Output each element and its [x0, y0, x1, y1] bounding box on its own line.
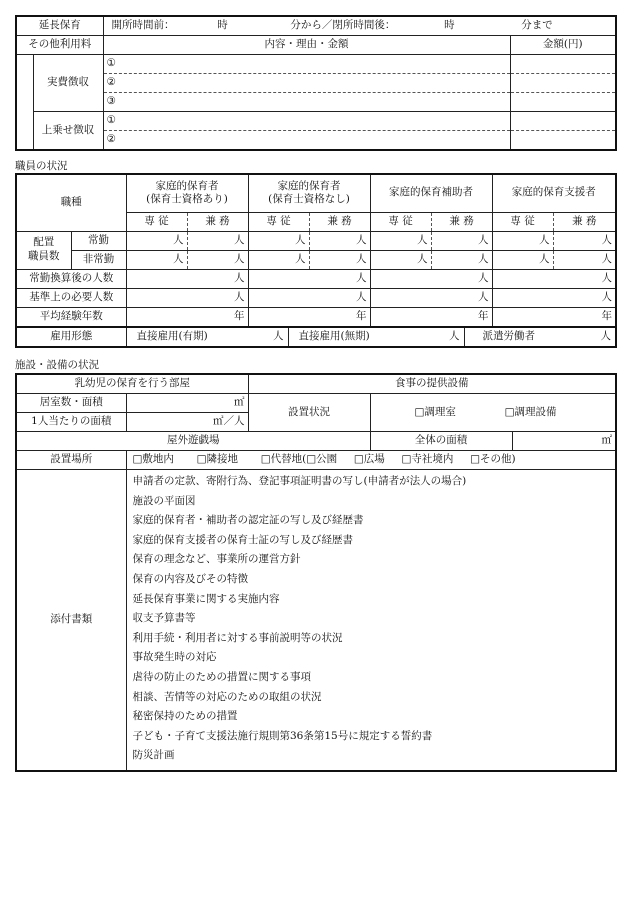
avg-years-cell[interactable]: 年 — [492, 307, 616, 327]
outdoor-label: 屋外遊戯場 — [16, 432, 370, 451]
parttime-2: 兼 務 — [309, 212, 370, 231]
regular-cell[interactable]: 人 — [248, 231, 309, 250]
fees-table — [15, 15, 617, 151]
staff-count-label: 配置 職員数 — [16, 231, 71, 269]
attachment-item: 保育の理念など、事業所の運営方針 — [132, 553, 301, 566]
extra-fee-label: 上乗せ徴収 — [33, 112, 103, 151]
shrine-checkbox[interactable]: □寺社境内 — [401, 453, 454, 466]
attachment-item: 防災計画 — [132, 749, 175, 762]
meal-header: 食事の提供設備 — [248, 374, 616, 394]
attachment-item: 施設の平面図 — [132, 494, 196, 507]
after-close-label: 分から／閉所時間後： — [290, 19, 396, 32]
location-options — [126, 451, 616, 470]
employment-cells — [126, 327, 616, 347]
install-status-label: 設置状況 — [248, 394, 370, 432]
per-person-cell[interactable]: ㎡／人 — [126, 413, 248, 432]
fulltime-4: 専 従 — [492, 212, 553, 231]
actual-cost-label: 実費徴収 — [33, 55, 103, 112]
attachment-item: 子ども・子育て支援法施行規則第36条第15号に規定する誓約書 — [132, 729, 433, 742]
regular-cell[interactable]: 人 — [431, 231, 492, 250]
regular-cell[interactable]: 人 — [187, 231, 248, 250]
converted-cell[interactable]: 人 — [126, 269, 248, 288]
room-count-label: 居室数・面積 — [16, 394, 126, 413]
extended-care-hours[interactable] — [103, 16, 616, 36]
nonregular-cell[interactable]: 人 — [187, 250, 248, 269]
job-type-label: 職種 — [16, 174, 126, 231]
extra-amount-1[interactable] — [510, 112, 616, 131]
regular-cell[interactable]: 人 — [126, 231, 187, 250]
fulltime-1: 専 従 — [126, 212, 187, 231]
total-area-cell[interactable]: ㎡ — [512, 432, 616, 451]
attachment-item: 相談、苦情等の対応のための取組の状況 — [132, 690, 322, 703]
on-site-checkbox[interactable]: □敷地内 — [132, 453, 174, 466]
required-cell[interactable]: 人 — [370, 288, 492, 307]
actual-row-2[interactable]: ② — [103, 74, 510, 93]
content-header: 内容・理由・金額 — [103, 36, 510, 55]
direct-fixed-cell[interactable]: 直接雇用(有期) 人 — [127, 328, 289, 346]
fulltime-2: 専 従 — [248, 212, 309, 231]
nonregular-cell[interactable]: 人 — [553, 250, 616, 269]
fulltime-3: 専 従 — [370, 212, 431, 231]
attachment-item: 利用手続・利用者に対する事前説明等の状況 — [132, 631, 343, 644]
actual-amount-2[interactable] — [510, 74, 616, 93]
parttime-3: 兼 務 — [431, 212, 492, 231]
extra-amount-2[interactable] — [510, 131, 616, 151]
direct-indefinite-label: 直接雇用(無期) — [298, 329, 370, 342]
attachment-item: 申請者の定款、寄附行為、登記事項証明書の写し(申請者が法人の場合) — [132, 475, 467, 487]
converted-cell[interactable]: 人 — [248, 269, 370, 288]
avg-years-cell[interactable]: 年 — [126, 307, 248, 327]
cooking-equipment-checkbox[interactable]: □調理設備 — [504, 405, 557, 418]
minute-label: 分まで — [521, 19, 553, 32]
avg-years-cell[interactable]: 年 — [248, 307, 370, 327]
extended-care-label: 延長保育 — [16, 16, 103, 36]
alternative-park-checkbox[interactable]: □代替地(□公園 — [260, 453, 338, 466]
attachment-item: 事故発生時の対応 — [132, 651, 217, 664]
col-supporter: 家庭的保育支援者 — [492, 174, 616, 212]
attachment-item: 家庭的保育支援者の保育士証の写し及び経歴書 — [132, 533, 353, 546]
nonregular-cell[interactable]: 人 — [126, 250, 187, 269]
regular-cell[interactable]: 人 — [309, 231, 370, 250]
install-status-options — [370, 394, 616, 432]
extra-row-2[interactable]: ② — [103, 131, 510, 151]
parttime-1: 兼 務 — [187, 212, 248, 231]
col-caregiver-unqualified: 家庭的保育者 (保育士資格なし) — [248, 174, 370, 212]
other-checkbox[interactable]: □その他) — [470, 453, 516, 466]
attachments-list — [126, 470, 616, 771]
nonregular-cell[interactable]: 人 — [309, 250, 370, 269]
facility-section-title: 施設・設備の状況 — [15, 359, 99, 371]
nonregular-cell[interactable]: 人 — [370, 250, 431, 269]
required-cell[interactable]: 人 — [248, 288, 370, 307]
actual-row-3[interactable]: ③ — [103, 93, 510, 112]
amount-header: 金額(円) — [510, 36, 616, 55]
before-open-label: 開所時間前： — [111, 19, 175, 32]
actual-amount-1[interactable] — [510, 55, 616, 74]
adjacent-checkbox[interactable]: □隣接地 — [196, 453, 239, 466]
converted-label: 常勤換算後の人数 — [16, 269, 126, 288]
actual-amount-3[interactable] — [510, 93, 616, 112]
hour-label: 時 — [217, 19, 228, 32]
col-caregiver-qualified: 家庭的保育者 (保育士資格あり) — [126, 174, 248, 212]
per-person-label: 1人当たりの面積 — [16, 413, 126, 432]
staff-section-title: 職員の状況 — [15, 160, 68, 172]
attachment-item: 保育の内容及びその特徴 — [132, 572, 248, 585]
extra-row-1[interactable]: ① — [103, 112, 510, 131]
nonregular-label: 非常勤 — [71, 250, 126, 269]
converted-cell[interactable]: 人 — [370, 269, 492, 288]
nonregular-cell[interactable]: 人 — [492, 250, 553, 269]
other-fees-label: その他利用料 — [16, 36, 103, 55]
required-label: 基準上の必要人数 — [16, 288, 126, 307]
actual-row-1[interactable]: ① — [103, 55, 510, 74]
spacer-cell — [16, 55, 33, 151]
regular-label: 常勤 — [71, 231, 126, 250]
direct-fixed-label: 直接雇用(有期) — [136, 329, 208, 342]
dispatched-cell[interactable]: 派遣労働者 人 — [482, 329, 612, 342]
attachment-item: 家庭的保育者・補助者の認定証の写し及び経歴書 — [132, 514, 364, 527]
plaza-checkbox[interactable]: □広場 — [353, 453, 385, 466]
attachment-item: 延長保育事業に関する実施内容 — [132, 592, 280, 605]
direct-indefinite-cell[interactable]: 直接雇用(無期) 人 — [289, 328, 465, 346]
converted-cell[interactable]: 人 — [492, 269, 616, 288]
nonregular-cell[interactable]: 人 — [431, 250, 492, 269]
hour-label-2: 時 — [444, 19, 455, 32]
required-cell[interactable]: 人 — [126, 288, 248, 307]
staff-table — [15, 173, 617, 348]
required-cell[interactable]: 人 — [492, 288, 616, 307]
room-header: 乳幼児の保育を行う部屋 — [16, 374, 248, 394]
location-label: 設置場所 — [16, 451, 126, 470]
room-count-cell[interactable]: ㎡ — [126, 394, 248, 413]
regular-cell[interactable]: 人 — [492, 231, 553, 250]
nonregular-cell[interactable]: 人 — [248, 250, 309, 269]
dispatched-label: 派遣労働者 — [482, 329, 535, 342]
facility-table — [15, 373, 617, 772]
col-assistant: 家庭的保育補助者 — [370, 174, 492, 212]
attachment-item: 収支予算書等 — [132, 612, 196, 625]
avg-years-label: 平均経験年数 — [16, 307, 126, 327]
attachment-item: 虐待の防止のための措置に関する事項 — [132, 670, 311, 683]
regular-cell[interactable]: 人 — [553, 231, 616, 250]
attachments-label: 添付書類 — [16, 470, 126, 771]
employment-label: 雇用形態 — [16, 327, 126, 347]
parttime-4: 兼 務 — [553, 212, 616, 231]
avg-years-cell[interactable]: 年 — [370, 307, 492, 327]
attachment-item: 秘密保持のための措置 — [132, 710, 238, 723]
total-area-label: 全体の面積 — [370, 432, 512, 451]
cooking-room-checkbox[interactable]: □調理室 — [414, 405, 456, 418]
regular-cell[interactable]: 人 — [370, 231, 431, 250]
